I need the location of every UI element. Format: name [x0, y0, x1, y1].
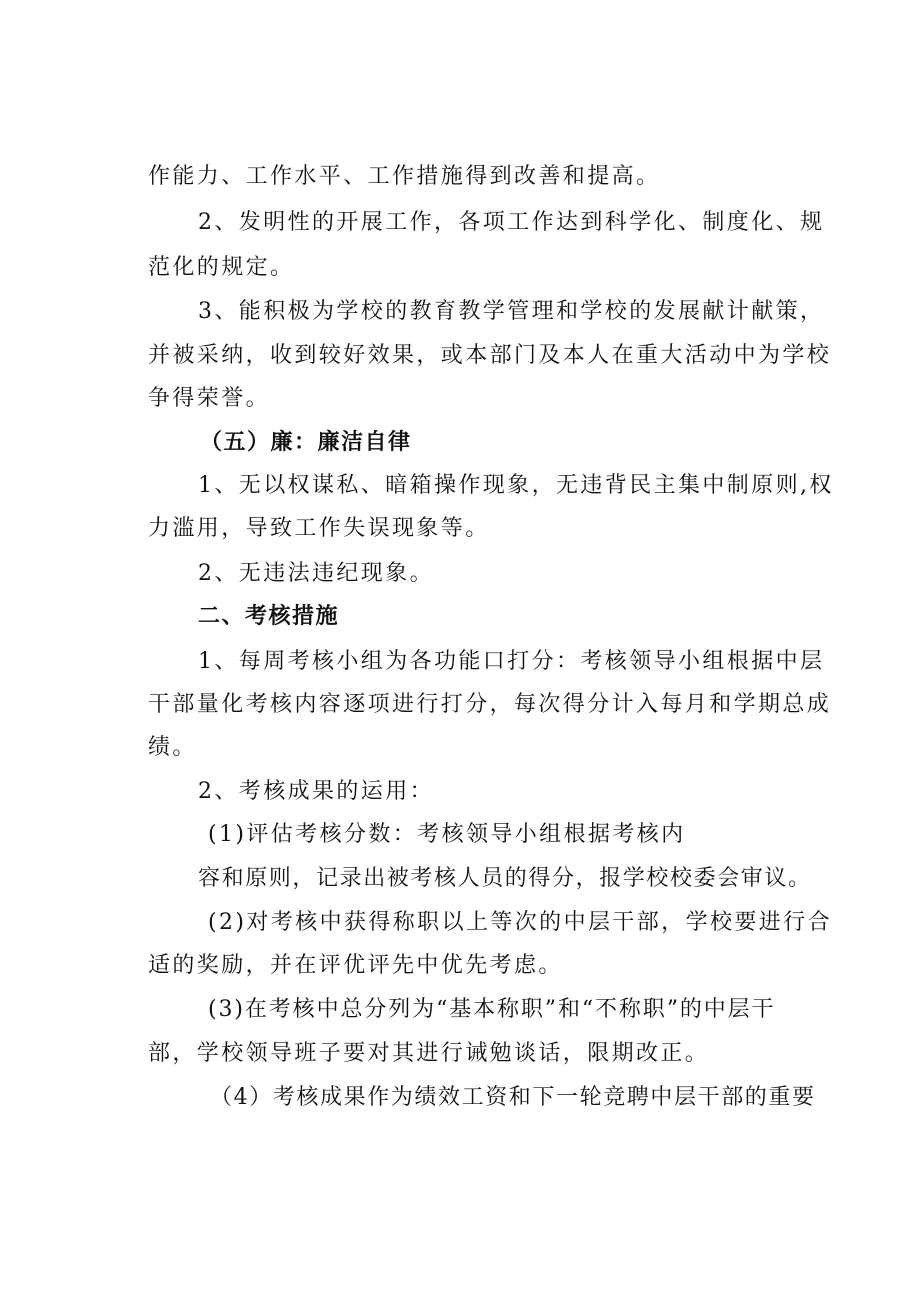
list-item-line: 3、能积极为学校的教育教学管理和学校的发展献计献策， — [198, 299, 825, 324]
section-heading: 二、考核措施 — [198, 604, 340, 629]
list-item-line: 2、发明性的开展工作，各项工作达到科学化、制度化、规 — [198, 210, 825, 235]
paragraph-line: 部，学校领导班子要对其进行诫勉谈话，限期改正。 — [148, 1041, 710, 1066]
paragraph-line: 力滥用，导致工作失误现象等。 — [148, 516, 490, 541]
sub-item-line: (1)评估考核分数：考核领导小组根据考核内 — [208, 822, 686, 847]
sub-item-line: (3)在考核中总分列为“基本称职”和“不称职”的中层干 — [208, 997, 776, 1022]
list-item-line: 1、无以权谋私、暗箱操作现象，无违背民主集中制原则,权 — [198, 473, 834, 498]
paragraph-line: 争得荣誉。 — [148, 386, 271, 411]
list-item-line: 2、无违法违纪现象。 — [198, 561, 434, 586]
paragraph-line: 适的奖励，并在评优评先中优先考虑。 — [148, 953, 563, 978]
list-item-line: 2、考核成果的运用： — [198, 779, 434, 804]
list-item-line: 1、每周考核小组为各功能口打分：考核领导小组根据中层 — [198, 649, 825, 674]
paragraph-line: 作能力、工作水平、工作措施得到改善和提高。 — [148, 164, 661, 189]
paragraph-line: 范化的规定。 — [148, 255, 295, 280]
paragraph-line: 并被采纳，收到较好效果，或本部门及本人在重大活动中为学校 — [148, 343, 832, 368]
paragraph-line: 容和原则，记录出被考核人员的得分，报学校校委会审议。 — [198, 866, 812, 891]
paragraph-line: 绩。 — [148, 735, 197, 760]
paragraph-line: 干部量化考核内容逐项进行打分，每次得分计入每月和学期总成 — [148, 692, 832, 717]
section-heading: （五）廉：廉洁自律 — [200, 430, 412, 455]
sub-item-line: （4）考核成果作为绩效工资和下一轮竞聘中层干部的重要 — [210, 1085, 816, 1110]
sub-item-line: (2)对考核中获得称职以上等次的中层干部，学校要进行合 — [208, 910, 832, 935]
